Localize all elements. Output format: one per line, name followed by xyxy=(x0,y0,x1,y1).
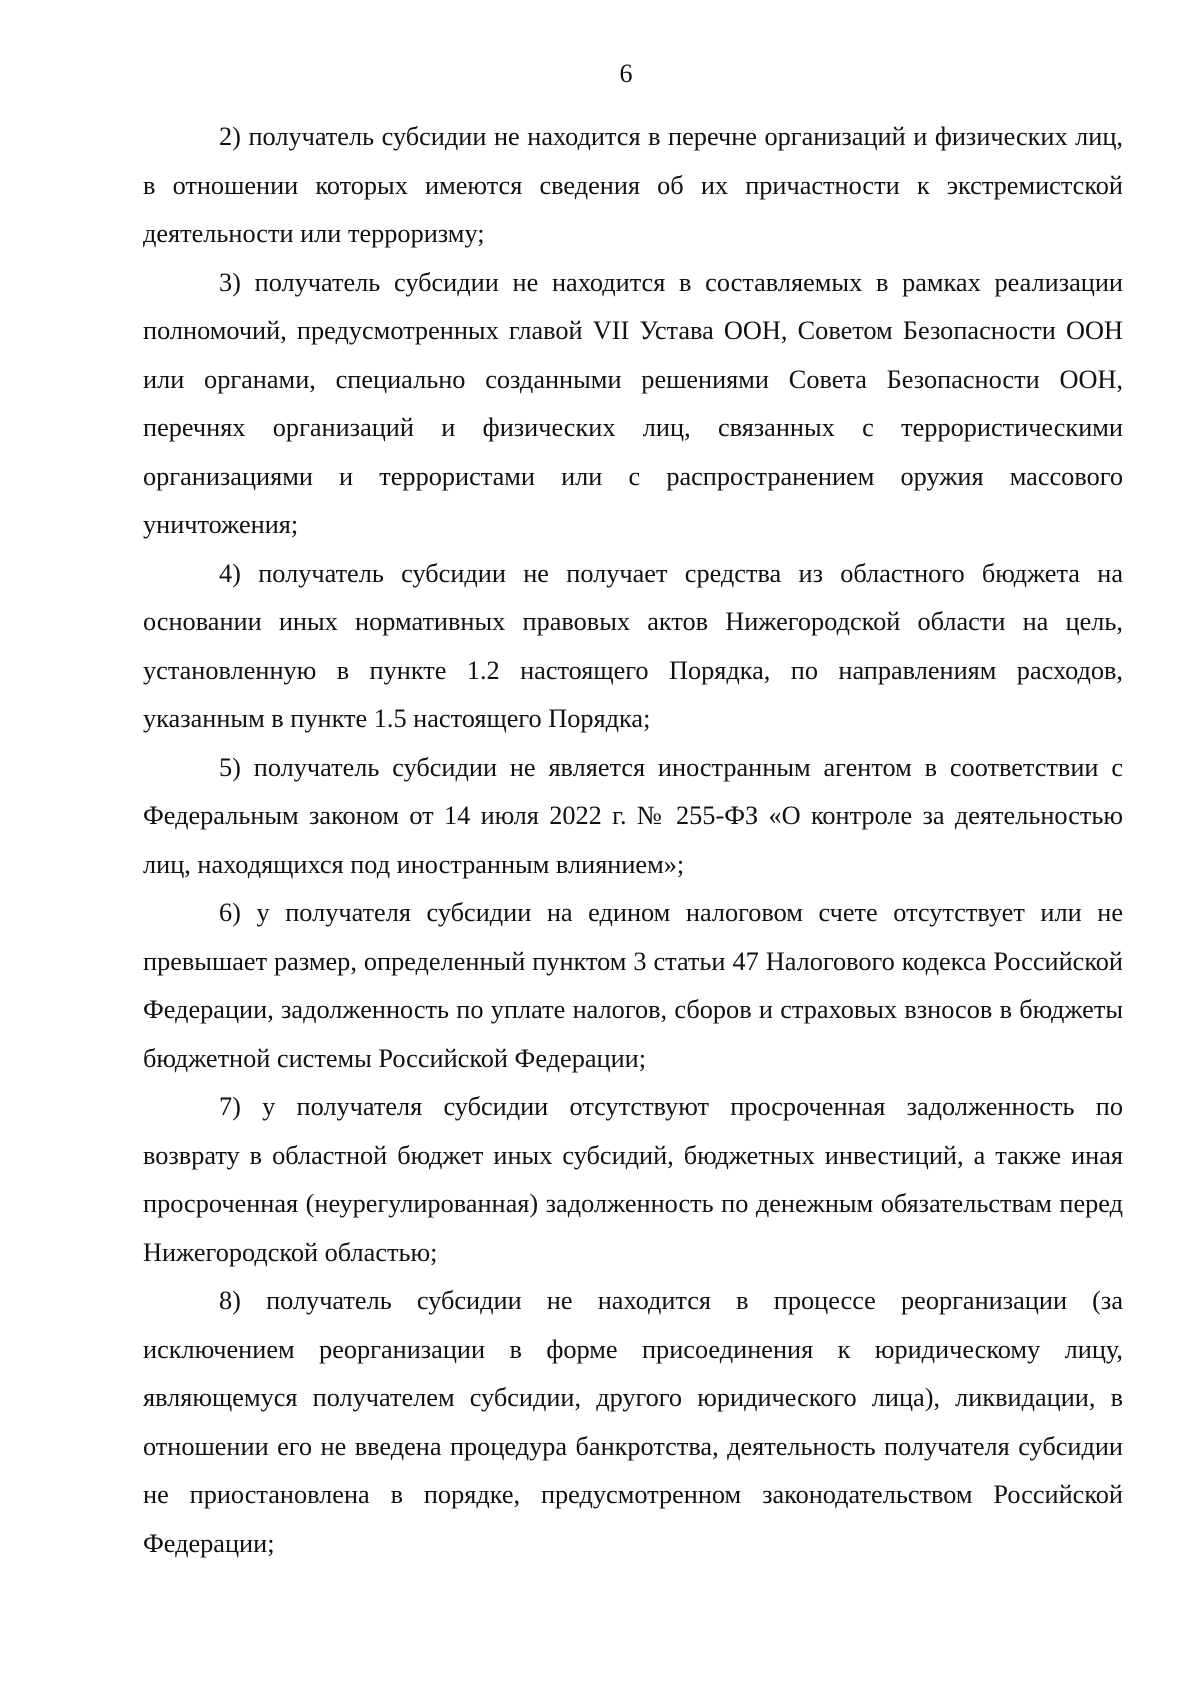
paragraph-item-4: 4) получатель субсидии не получает средства из областного бюджета на основании иных нормативных правовых актов Нижегородской области на цель, установленную в пункте 1.2 настоящего Порядка, по направлениям расходов, указанным в пункте 1.5 настоящего Порядка; xyxy=(143,558,1123,733)
page-number: 6 xyxy=(619,59,633,88)
paragraph-item-8: 8) получатель субсидии не находится в процессе реорганизации (за исключением реорганизации в форме присоединения к юридическому лицу, являющемуся получателем субсидии, другого юридического лица), ликвидации, в отношении его не введена процедура банкротства, деятельность получателя субсидии не приостановлена в порядке, предусмотренном законодательством Российской Федерации; xyxy=(143,1286,1123,1558)
document-body xyxy=(143,113,1123,1568)
paragraph-item-3: 3) получатель субсидии не находится в составляемых в рамках реализации полномочий, предусмотренных главой VII Устава ООН, Советом Безопасности ООН или органами, специально созданными решениями Совета Безопасности ООН, перечнях организаций и физических лиц, связанных с террористическими организациями и террористами или с распространением оружия массового уничтожения; xyxy=(143,267,1123,539)
paragraph-item-5: 5) получатель субсидии не является иностранным агентом в соответствии с Федеральным законом от 14 июля 2022 г. № 255-ФЗ «О контроле за деятельностью лиц, находящихся под иностранным влиянием»; xyxy=(143,752,1123,879)
paragraph-item-7: 7) у получателя субсидии отсутствуют просроченная задолженность по возврату в областной бюджет иных субсидий, бюджетных инвестиций, а также иная просроченная (неурегулированная) задолженность по денежным обязательствам перед Нижегородской областью; xyxy=(143,1092,1123,1267)
paragraph-item-2: 2) получатель субсидии не находится в перечне организаций и физических лиц, в отношении которых имеются сведения об их причастности к экстремистской деятельности или терроризму; xyxy=(143,122,1123,248)
paragraph-item-6: 6) у получателя субсидии на едином налоговом счете отсутствует или не превышает размер, определенный пунктом 3 статьи 47 Налогового кодекса Российской Федерации, задолженность по уплате налогов, сборов и страховых взносов в бюджеты бюджетной системы Российской Федерации; xyxy=(143,898,1123,1073)
